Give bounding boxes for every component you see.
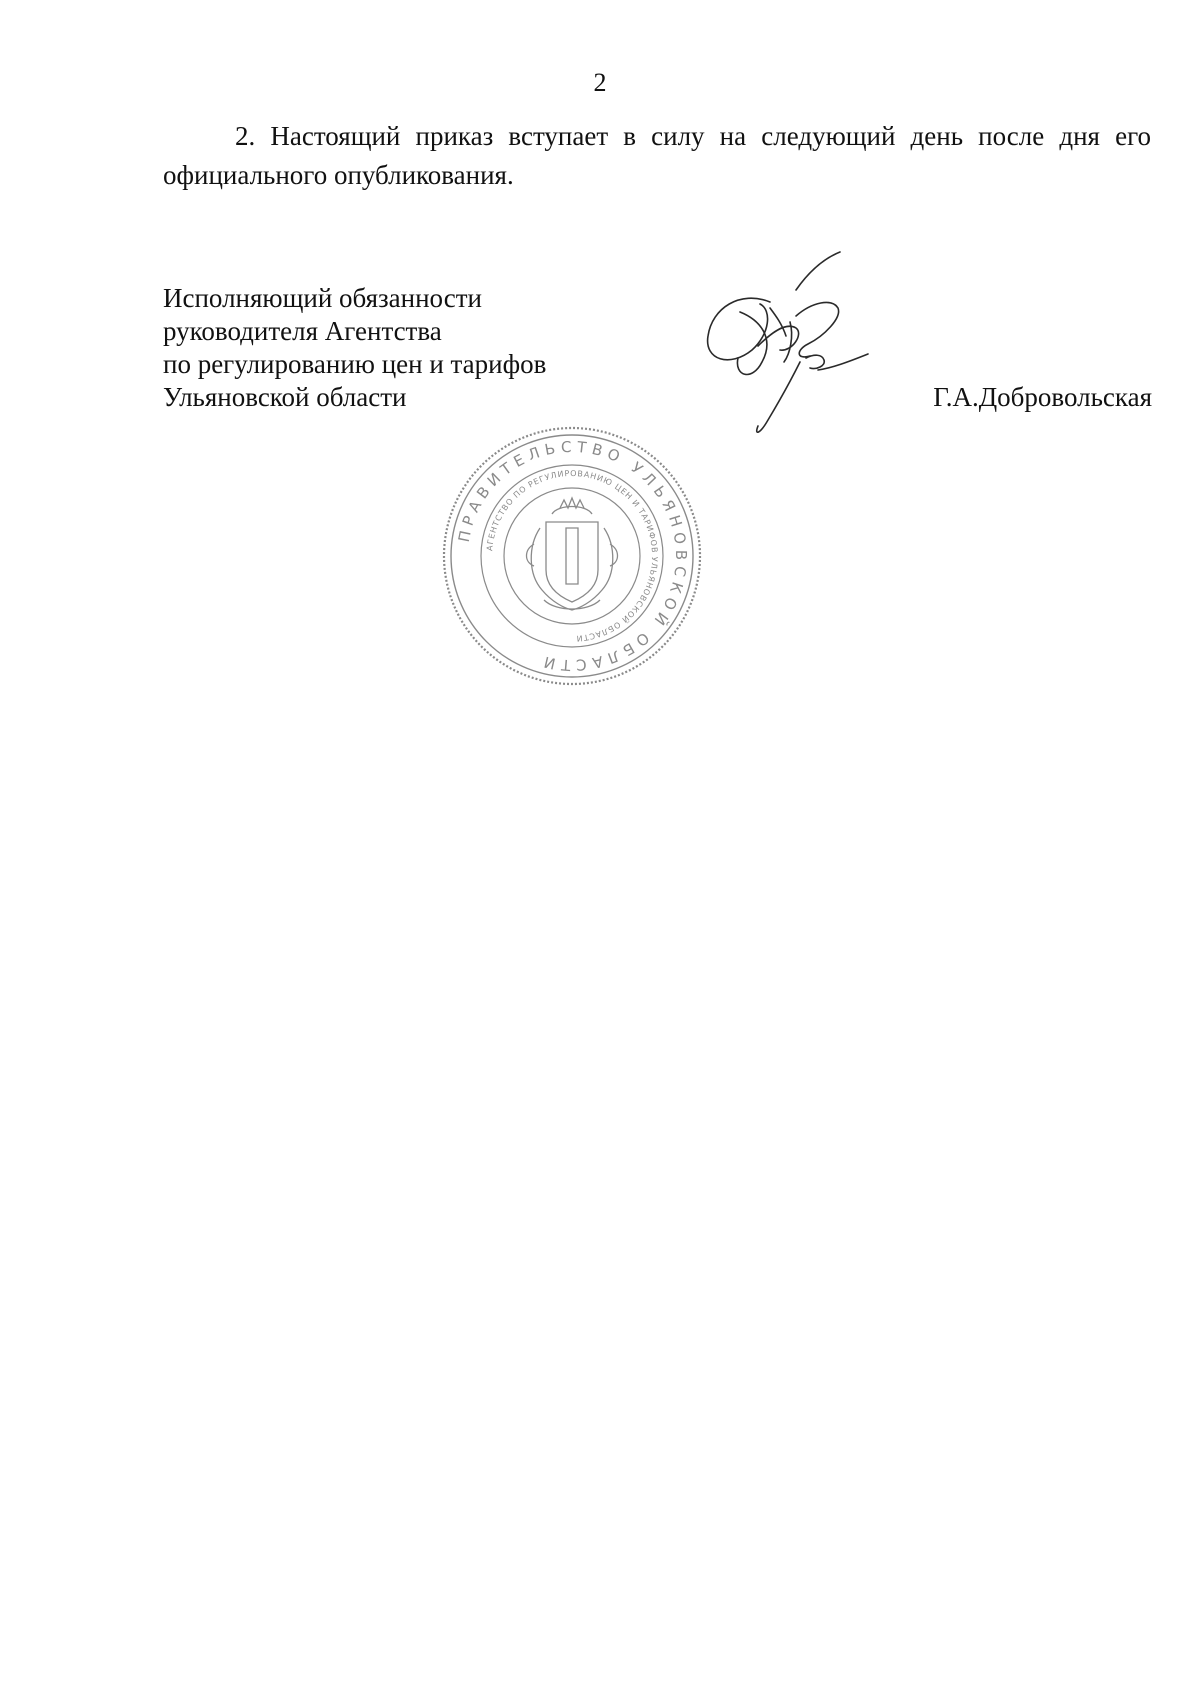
official-seal [440, 424, 704, 688]
signatory-title-line: Ульяновской области [163, 382, 407, 412]
signatory-title [163, 282, 643, 414]
handwritten-signature [700, 250, 870, 440]
seal-inner-text [0, 0, 1, 1]
page-number: 2 [593, 68, 607, 97]
signatory-title-line: руководителя Агентства [163, 316, 442, 346]
svg-text:АГЕНТСТВО ПО РЕГУЛИРОВАНИЮ ЦЕН: АГЕНТСТВО ПО РЕГУЛИРОВАНИЮ ЦЕН И ТАРИФОВ УЛЬЯНОВСКОЙ ОБЛАСТИ [485, 468, 660, 643]
svg-text:ПРАВИТЕЛЬСТВО УЛЬЯНОВСКОЙ ОБЛА: ПРАВИТЕЛЬСТВО УЛЬЯНОВСКОЙ ОБЛАСТИ [454, 437, 691, 675]
signatory-name: Г.А.Добровольская [933, 382, 1152, 412]
signatory-title-line: по регулированию цен и тарифов [163, 349, 547, 379]
order-paragraph: 2. Настоящий приказ вступает в силу на следующий день после дня его официального опубликования. [163, 121, 1151, 190]
signatory-title-line: Исполняющий обязанности [163, 283, 482, 313]
seal-outer-text [0, 0, 1, 1]
